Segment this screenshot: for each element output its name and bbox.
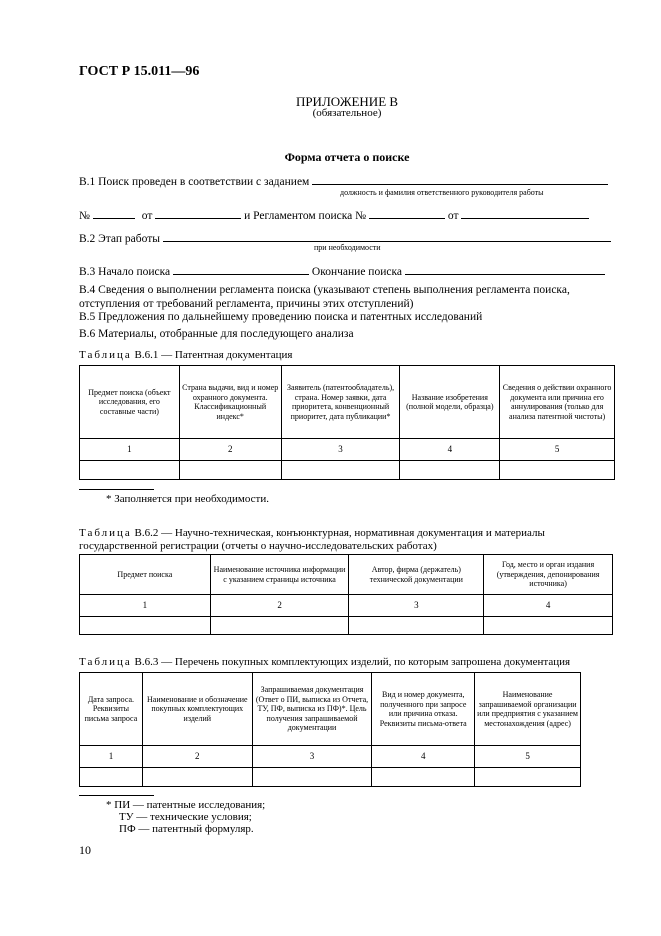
table1-number-cell: 3 <box>281 439 400 461</box>
table3-caption-text: В.6.3 — Перечень покупных комплектующих изделий, по которым запрошена документация <box>134 656 571 668</box>
table3-number-cell: 2 <box>142 746 252 768</box>
table1-empty-cell[interactable] <box>281 461 400 480</box>
table2-empty-cell[interactable] <box>484 617 613 635</box>
table3 <box>79 672 581 787</box>
b1-task-number-field[interactable] <box>93 207 135 219</box>
table1-header-cell: Предмет поиска (объект исследования, его составные части) <box>80 366 180 439</box>
b5-text: В.5 Предложения по дальнейшему проведению поиска и патентных исследований <box>79 311 483 323</box>
table2-caption-line2: государственной регистрации (отчеты о научно-исследовательских работах) <box>79 540 437 552</box>
table2-number-cell: 1 <box>80 595 211 617</box>
table1-header-cell: Сведения о действии охранного документа или причина его аннулирования (только для анализа патентной чистоты) <box>500 366 615 439</box>
appendix-subtitle: (обязательное) <box>312 107 382 119</box>
b2-hint: при необходимости <box>314 243 381 252</box>
footnote-divider-1 <box>79 489 154 490</box>
table1-number-cell: 5 <box>500 439 615 461</box>
table1-empty-cell[interactable] <box>179 461 281 480</box>
table2-header-row <box>80 555 613 595</box>
table1-number-row <box>80 439 615 461</box>
table1-caption <box>79 349 292 361</box>
table3-header-cell: Наименование запрашиваемой организации или предприятия с указанием местонахождения (адрес) <box>475 673 581 746</box>
footnote-divider-2 <box>79 795 154 796</box>
table1-empty-cell[interactable] <box>500 461 615 480</box>
table2-header-cell: Предмет поиска <box>80 555 211 595</box>
b1-no-label: № <box>79 210 90 222</box>
table3-header-cell: Запрашиваемая документация (Ответ о ПИ, выписка из Отчета, ТУ, ПФ, выписка из ПФ)*. Цель получения запрашиваемой документации <box>252 673 372 746</box>
b3-line <box>79 263 605 278</box>
table3-caption <box>79 656 570 668</box>
table2-caption <box>79 527 545 539</box>
b1-line <box>79 173 608 188</box>
table3-caption-prefix: Таблица <box>79 656 132 668</box>
table3-number-cell: 5 <box>475 746 581 768</box>
b2-text: В.2 Этап работы <box>79 233 160 245</box>
b2-stage-field[interactable] <box>163 230 611 242</box>
b1-task-field[interactable] <box>312 173 608 185</box>
b3-start-field[interactable] <box>173 263 309 275</box>
table2-number-cell: 4 <box>484 595 613 617</box>
table2-header-cell: Автор, фирма (держатель) технической документации <box>349 555 484 595</box>
table2-number-row <box>80 595 613 617</box>
b1-ot-label-2: от <box>447 210 459 222</box>
table2-empty-cell[interactable] <box>349 617 484 635</box>
b3-end-field[interactable] <box>405 263 605 275</box>
table3-empty-cell[interactable] <box>80 768 143 787</box>
b1-reglament-label: и Регламентом поиска № <box>244 210 367 222</box>
b4-text: В.4 Сведения о выполнении регламента поиска (указывают степень выполнения регламента поиска, отступления от требований регламента, причины этих отступлений) <box>79 284 570 310</box>
table1-header-cell: Страна выдачи, вид и номер охранного документа. Классификационный индекс* <box>179 366 281 439</box>
document-number: ГОСТ Р 15.011—96 <box>79 64 200 79</box>
table1-number-cell: 1 <box>80 439 180 461</box>
table2-caption-text: В.6.2 — Научно-техническая, конъюнктурная, нормативная документация и материалы <box>134 527 545 539</box>
table3-footnote-1: * ПИ — патентные исследования; <box>106 799 266 811</box>
b1-task-date-field[interactable] <box>155 207 241 219</box>
table1-header-cell: Заявитель (патентообладатель), страна. Номер заявки, дата приоритета, конвенционный приоритет, дата публикации* <box>281 366 400 439</box>
table3-number-cell: 1 <box>80 746 143 768</box>
b1-reglament-number-field[interactable] <box>369 207 445 219</box>
b1-hint: должность и фамилия ответственного руководителя работы <box>340 188 544 197</box>
table1-caption-prefix: Таблица <box>79 349 132 361</box>
table2 <box>79 554 613 635</box>
table3-footnote-2: ТУ — технические условия; <box>119 811 252 823</box>
appendix-title: ПРИЛОЖЕНИЕ В <box>295 94 399 109</box>
table3-empty-cell[interactable] <box>142 768 252 787</box>
table2-empty-cell[interactable] <box>80 617 211 635</box>
table3-number-row <box>80 746 581 768</box>
table1-footnote: * Заполняется при необходимости. <box>106 493 269 505</box>
table3-empty-cell[interactable] <box>475 768 581 787</box>
table1-empty-cell[interactable] <box>80 461 180 480</box>
table3-empty-cell[interactable] <box>372 768 475 787</box>
table2-number-cell: 3 <box>349 595 484 617</box>
b1-line-2 <box>79 207 589 222</box>
table3-empty-cell[interactable] <box>252 768 372 787</box>
table1 <box>79 365 615 480</box>
table3-header-cell: Наименование и обозначение покупных комплектующих изделий <box>142 673 252 746</box>
table1-header-row <box>80 366 615 439</box>
b3-start-label: В.3 Начало поиска <box>79 266 171 278</box>
table1-empty-row <box>80 461 615 480</box>
table2-header-cell: Год, место и орган издания (утверждения, депонирования источника) <box>484 555 613 595</box>
table1-header-cell: Название изобретения (полной модели, образца) <box>400 366 500 439</box>
b3-end-label: Окончание поиска <box>311 266 402 278</box>
table3-header-row <box>80 673 581 746</box>
table1-caption-text: В.6.1 — Патентная документация <box>134 349 293 361</box>
form-title: Форма отчета о поиске <box>284 150 410 164</box>
page-number: 10 <box>79 843 91 857</box>
b6-text: В.6 Материалы, отобранные для последующего анализа <box>79 328 354 340</box>
b1-ot-label-1: от <box>141 210 153 222</box>
table3-empty-row <box>80 768 581 787</box>
table1-empty-cell[interactable] <box>400 461 500 480</box>
table2-empty-row <box>80 617 613 635</box>
table1-number-cell: 4 <box>400 439 500 461</box>
table2-empty-cell[interactable] <box>210 617 349 635</box>
table3-footnote-3: ПФ — патентный формуляр. <box>119 823 254 835</box>
b1-reglament-date-field[interactable] <box>461 207 589 219</box>
table3-number-cell: 3 <box>252 746 372 768</box>
table1-number-cell: 2 <box>179 439 281 461</box>
table2-number-cell: 2 <box>210 595 349 617</box>
table2-caption-prefix: Таблица <box>79 527 132 539</box>
b1-text: В.1 Поиск проведен в соответствии с заданием <box>79 176 310 188</box>
table3-number-cell: 4 <box>372 746 475 768</box>
table3-header-cell: Вид и номер документа, полученного при запросе или причина отказа. Реквизиты письма-ответа <box>372 673 475 746</box>
table2-header-cell: Наименование источника информации с указанием страницы источника <box>210 555 349 595</box>
table3-header-cell: Дата запроса. Реквизиты письма запроса <box>80 673 143 746</box>
